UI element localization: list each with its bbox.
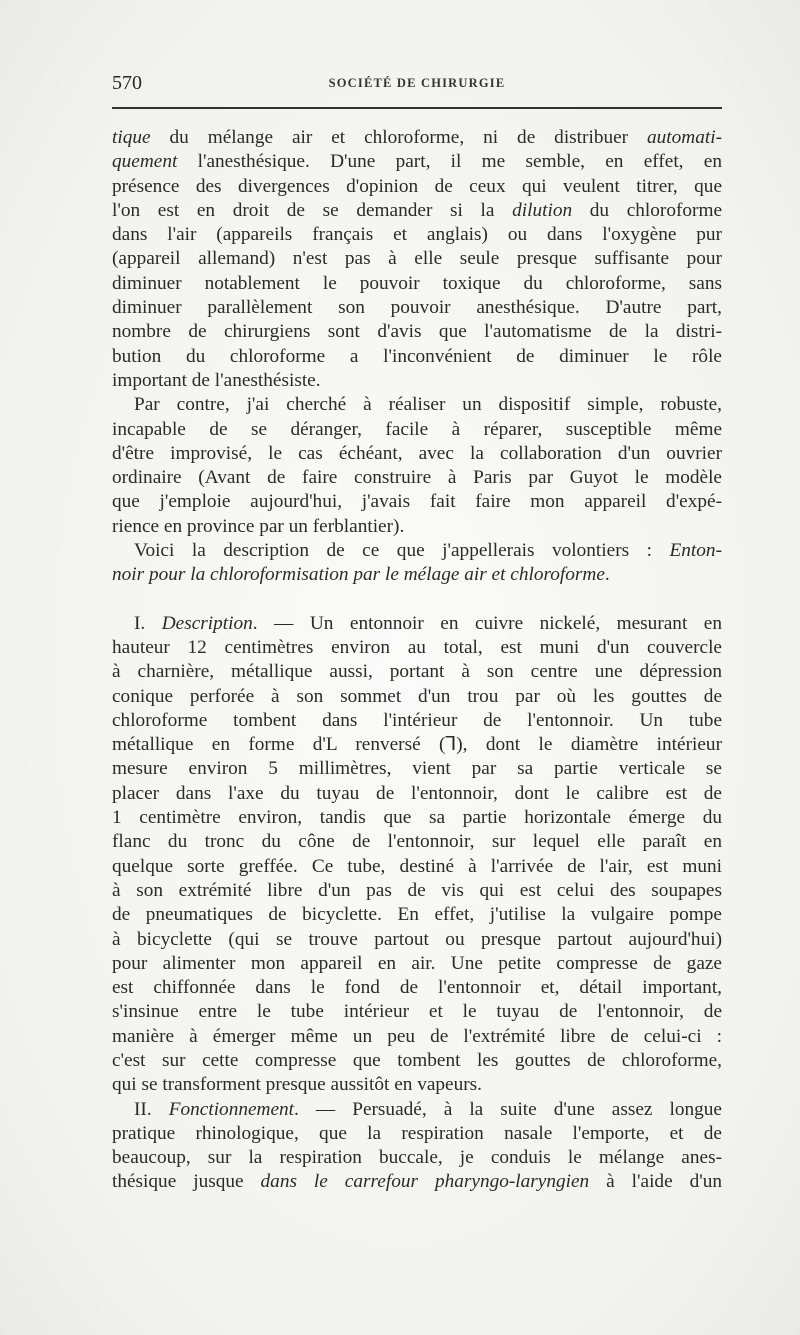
text-line	[112, 612, 722, 636]
italic-run: quement	[112, 151, 178, 173]
text-line	[112, 879, 722, 903]
text-run: I.	[134, 612, 162, 634]
text-line	[112, 126, 722, 150]
text-line	[112, 976, 722, 1000]
text-line	[112, 150, 722, 174]
italic-run: Description	[161, 612, 253, 634]
text-line	[112, 636, 722, 660]
text-run: que j'emploie aujourd'hui, j'avais fait faire mon appareil d'expé-	[112, 491, 722, 513]
text-run: diminuer parallèlement son pouvoir anesthésique. D'autre part,	[112, 297, 722, 319]
text-line	[112, 223, 722, 247]
text-line	[112, 1049, 722, 1073]
text-run: manière à émerger même un peu de l'extrémité libre de celui-ci :	[112, 1025, 722, 1047]
text-run: rience en province par un ferblantier).	[112, 515, 405, 537]
text-line	[112, 296, 722, 320]
text-line	[112, 733, 722, 757]
text-line	[112, 418, 722, 442]
text-line	[112, 320, 722, 344]
text-line	[112, 272, 722, 296]
text-line	[112, 855, 722, 879]
text-run: diminuer notablement le pouvoir toxique du chloroforme, sans	[112, 272, 722, 294]
text-run: . — Un entonnoir en cuivre nickelé, mesurant en	[252, 612, 722, 634]
text-line	[112, 199, 722, 223]
header-rule	[112, 107, 722, 109]
text-run: à bicyclette (qui se trouve partout ou presque partout aujourd'hui)	[112, 928, 722, 950]
text-run: à l'aide d'un	[589, 1171, 722, 1193]
text-line	[112, 515, 722, 539]
text-line	[112, 563, 722, 587]
paragraph-p5	[112, 1098, 722, 1195]
text-run: pour alimenter mon appareil en air. Une petite compresse de gaze	[112, 952, 722, 974]
text-run: Par contre, j'ai cherché à réaliser un dispositif simple, robuste,	[134, 394, 722, 416]
text-run: du mélange air et chloroforme, ni de distribuer	[150, 127, 648, 148]
text-run: thésique jusque	[112, 1171, 261, 1193]
text-line	[112, 1000, 722, 1024]
text-run: chloroforme tombent dans l'intérieur de l'entonnoir. Un tube	[112, 709, 722, 731]
text-line	[112, 1025, 722, 1049]
text-line	[112, 539, 722, 563]
text-run: dans l'air (appareils français et anglais) ou dans l'oxygène pur	[112, 224, 722, 246]
text-run: II.	[134, 1098, 169, 1120]
paragraph-p1	[112, 126, 722, 393]
text-run: .	[604, 564, 610, 586]
text-run: ordinaire (Avant de faire construire à Paris par Guyot le modèle	[112, 467, 722, 489]
italic-run: Fonctionnement	[168, 1098, 295, 1120]
text-line	[112, 1073, 722, 1097]
text-line	[112, 782, 722, 806]
text-line	[112, 903, 722, 927]
running-title: SOCIÉTÉ DE CHIRURGIE	[328, 76, 506, 90]
text-line	[112, 393, 722, 417]
text-line	[112, 466, 722, 490]
text-run: 1 centimètre environ, tandis que sa partie horizontale émerge du	[112, 807, 722, 829]
text-line	[112, 685, 722, 709]
text-run: à son extrémité libre d'un pas de vis qui est celui des soupapes	[112, 879, 722, 901]
text-run: de pneumatiques de bicyclette. En effet, j'utilise la vulgaire pompe	[112, 904, 722, 926]
text-line	[112, 1146, 722, 1170]
text-run: placer dans l'axe du tuyau de l'entonnoir, dont le calibre est de	[112, 782, 722, 804]
paragraph-p4	[112, 612, 722, 1098]
text-run: du chloroforme	[572, 199, 722, 221]
text-run: important de l'anesthésiste.	[112, 369, 321, 391]
text-run: bution du chloroforme a l'inconvénient de diminuer le rôle	[112, 345, 722, 367]
text-line	[112, 1122, 722, 1146]
text-line	[112, 952, 722, 976]
text-run: l'on est en droit de se demander si la	[112, 199, 513, 221]
italic-run: dilution	[512, 199, 573, 221]
italic-run: dans le carrefour pharyngo-laryngien	[260, 1171, 590, 1193]
text-run: incapable de se déranger, facile à réparer, susceptible même	[112, 418, 722, 440]
text-line	[112, 442, 722, 466]
text-line	[112, 757, 722, 781]
text-run: conique perforée à son sommet d'un trou par où les gouttes de	[112, 685, 722, 707]
body-text	[112, 126, 722, 1195]
italic-run: Enton-	[669, 540, 722, 562]
text-run: pratique rhinologique, que la respiration nasale l'emporte, et de	[112, 1122, 722, 1144]
text-run: métallique en forme d'L renversé (ꓶ), dont le diamètre intérieur	[112, 734, 722, 756]
text-line	[112, 369, 722, 393]
text-run: c'est sur cette compresse que tombent les gouttes de chloroforme,	[112, 1049, 722, 1071]
text-run: flanc du tronc du cône de l'entonnoir, sur lequel elle paraît en	[112, 831, 722, 853]
paragraph-gap	[112, 588, 722, 612]
paragraph-p2	[112, 393, 722, 539]
text-run: présence des divergences d'opinion de ceux qui veulent titrer, que	[112, 175, 722, 197]
page-number: 570	[112, 72, 142, 94]
italic-run: noir pour la chloroformisation par le mélage air et chloroforme	[112, 564, 605, 586]
text-line	[112, 1098, 722, 1122]
text-run: est chiffonnée dans le fond de l'entonnoir et, détail important,	[112, 977, 722, 999]
text-run: s'insinue entre le tube intérieur et le tuyau de l'entonnoir, de	[112, 1001, 722, 1023]
text-run: (appareil allemand) n'est pas à elle seule presque suffisante pour	[112, 248, 722, 270]
text-line	[112, 175, 722, 199]
text-run: à charnière, métallique aussi, portant à son centre une dépression	[112, 661, 722, 683]
italic-run: tique	[112, 127, 151, 148]
text-run: nombre de chirurgiens sont d'avis que l'automatisme de la distri-	[112, 321, 722, 343]
text-run: mesure environ 5 millimètres, vient par sa partie verticale se	[112, 758, 722, 780]
text-run: d'être improvisé, le cas échéant, avec la collaboration d'un ouvrier	[112, 442, 722, 464]
text-line	[112, 830, 722, 854]
text-run: . — Persuadé, à la suite d'une assez longue	[294, 1098, 722, 1120]
text-run: l'anesthésique. D'une part, il me semble, en effet, en	[177, 151, 722, 173]
text-run: beaucoup, sur la respiration buccale, je conduis le mélange anes-	[112, 1147, 722, 1169]
text-run: qui se transforment presque aussitôt en vapeurs.	[112, 1074, 482, 1096]
text-run: quelque sorte greffée. Ce tube, destiné à l'arrivée de l'air, est muni	[112, 855, 722, 877]
text-line	[112, 928, 722, 952]
italic-run: automati-	[647, 127, 722, 148]
text-run: hauteur 12 centimètres environ au total, est muni d'un couvercle	[112, 636, 722, 658]
text-line	[112, 1170, 722, 1194]
text-line	[112, 709, 722, 733]
text-line	[112, 660, 722, 684]
paragraph-p3	[112, 539, 722, 588]
text-line	[112, 247, 722, 271]
text-line	[112, 490, 722, 514]
text-line	[112, 345, 722, 369]
text-run: Voici la description de ce que j'appellerais volontiers :	[134, 540, 670, 562]
running-head	[112, 72, 722, 98]
text-line	[112, 806, 722, 830]
book-page	[112, 72, 722, 1193]
